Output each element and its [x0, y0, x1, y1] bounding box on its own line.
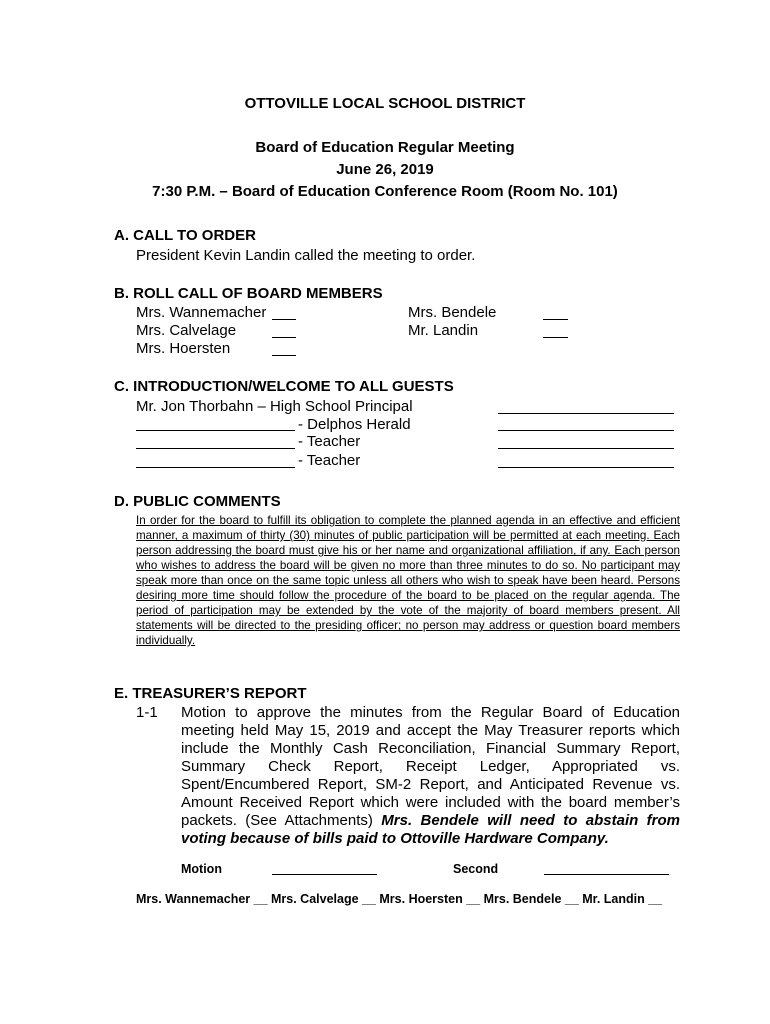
motion-label: Motion	[181, 862, 222, 876]
roll-call-blank[interactable]	[543, 319, 568, 320]
roll-call-blank[interactable]	[272, 355, 296, 356]
call-to-order-text: President Kevin Landin called the meeting to order.	[136, 247, 476, 264]
guest-role: - Teacher	[298, 452, 361, 469]
roll-call-blank[interactable]	[543, 337, 568, 338]
section-a-heading: A. CALL TO ORDER	[114, 227, 256, 244]
roll-call-member: Mrs. Calvelage	[136, 322, 237, 339]
meeting-title: Board of Education Regular Meeting	[255, 139, 515, 156]
guest-blank[interactable]	[498, 467, 674, 468]
section-c-heading: C. INTRODUCTION/WELCOME TO ALL GUESTS	[114, 378, 454, 395]
motion-text	[181, 704, 680, 848]
motion-blank[interactable]	[272, 874, 377, 875]
guest-blank[interactable]	[498, 430, 674, 431]
section-e-heading: E. TREASURER’S REPORT	[114, 685, 307, 702]
guest-name-blank[interactable]	[136, 467, 295, 468]
section-b-heading: B. ROLL CALL OF BOARD MEMBERS	[114, 285, 383, 302]
section-d-heading: D. PUBLIC COMMENTS	[114, 493, 281, 510]
abstain-note: Mrs. Bendele will need to abstain from voting because of bills paid to Ottoville Hardware Company.	[181, 812, 681, 847]
guest-role: - Delphos Herald	[298, 416, 411, 433]
roll-call-blank[interactable]	[272, 319, 296, 320]
second-blank[interactable]	[544, 874, 669, 875]
item-number: 1-1	[136, 704, 158, 721]
district-title: OTTOVILLE LOCAL SCHOOL DISTRICT	[244, 95, 526, 112]
guest-name-blank[interactable]	[136, 430, 295, 431]
roll-call-blank[interactable]	[272, 337, 296, 338]
meeting-date: June 26, 2019	[336, 161, 434, 178]
second-label: Second	[453, 862, 499, 876]
guest-blank[interactable]	[498, 413, 674, 414]
meeting-time-location: 7:30 P.M. – Board of Education Conference Room (Room No. 101)	[152, 183, 618, 200]
motion-body: Motion to approve the minutes from the Regular Board of Education meeting held May 15, 2019 and accept the May Treasurer reports which include the Monthly Cash Reconciliation, Financial Summary Report, Summary Check Report, Receipt Ledger, Appropriated vs. Spent/Encumbered Report, SM-2 Report, and Anticipated Revenue vs. Amount Received Report which were included with the board member’s packets. (See Attachments)	[181, 704, 680, 829]
guest-entry: Mr. Jon Thorbahn – High School Principal	[136, 398, 413, 415]
roll-call-member: Mrs. Hoersten	[136, 340, 231, 357]
roll-call-member: Mrs. Wannemacher	[136, 304, 267, 321]
vote-line: Mrs. Wannemacher __ Mrs. Calvelage __ Mrs. Hoersten __ Mrs. Bendele __ Mr. Landin __	[136, 892, 663, 906]
guest-blank[interactable]	[498, 448, 674, 449]
guest-name-blank[interactable]	[136, 448, 295, 449]
roll-call-member: Mr. Landin	[408, 322, 479, 339]
public-comments-text: In order for the board to fulfill its obligation to complete the planned agenda in an effective and efficient manner, a maximum of thirty (30) minutes of public participation will be permitted at each meeting. Each person addressing the board must give his or her name and organizational affiliation, if any. Each person who wishes to address the board will be given no more than three minutes to do so. No participant may speak more than once on the same topic unless all others who wish to speak have been heard. Persons desiring more time should follow the procedure of the board to be placed on the regular agenda. The period of participation may be extended by the vote of the majority of board members present. All statements will be directed to the presiding officer; no person may address or question board members individually.	[136, 514, 680, 647]
guest-role: - Teacher	[298, 433, 361, 450]
roll-call-member: Mrs. Bendele	[408, 304, 497, 321]
